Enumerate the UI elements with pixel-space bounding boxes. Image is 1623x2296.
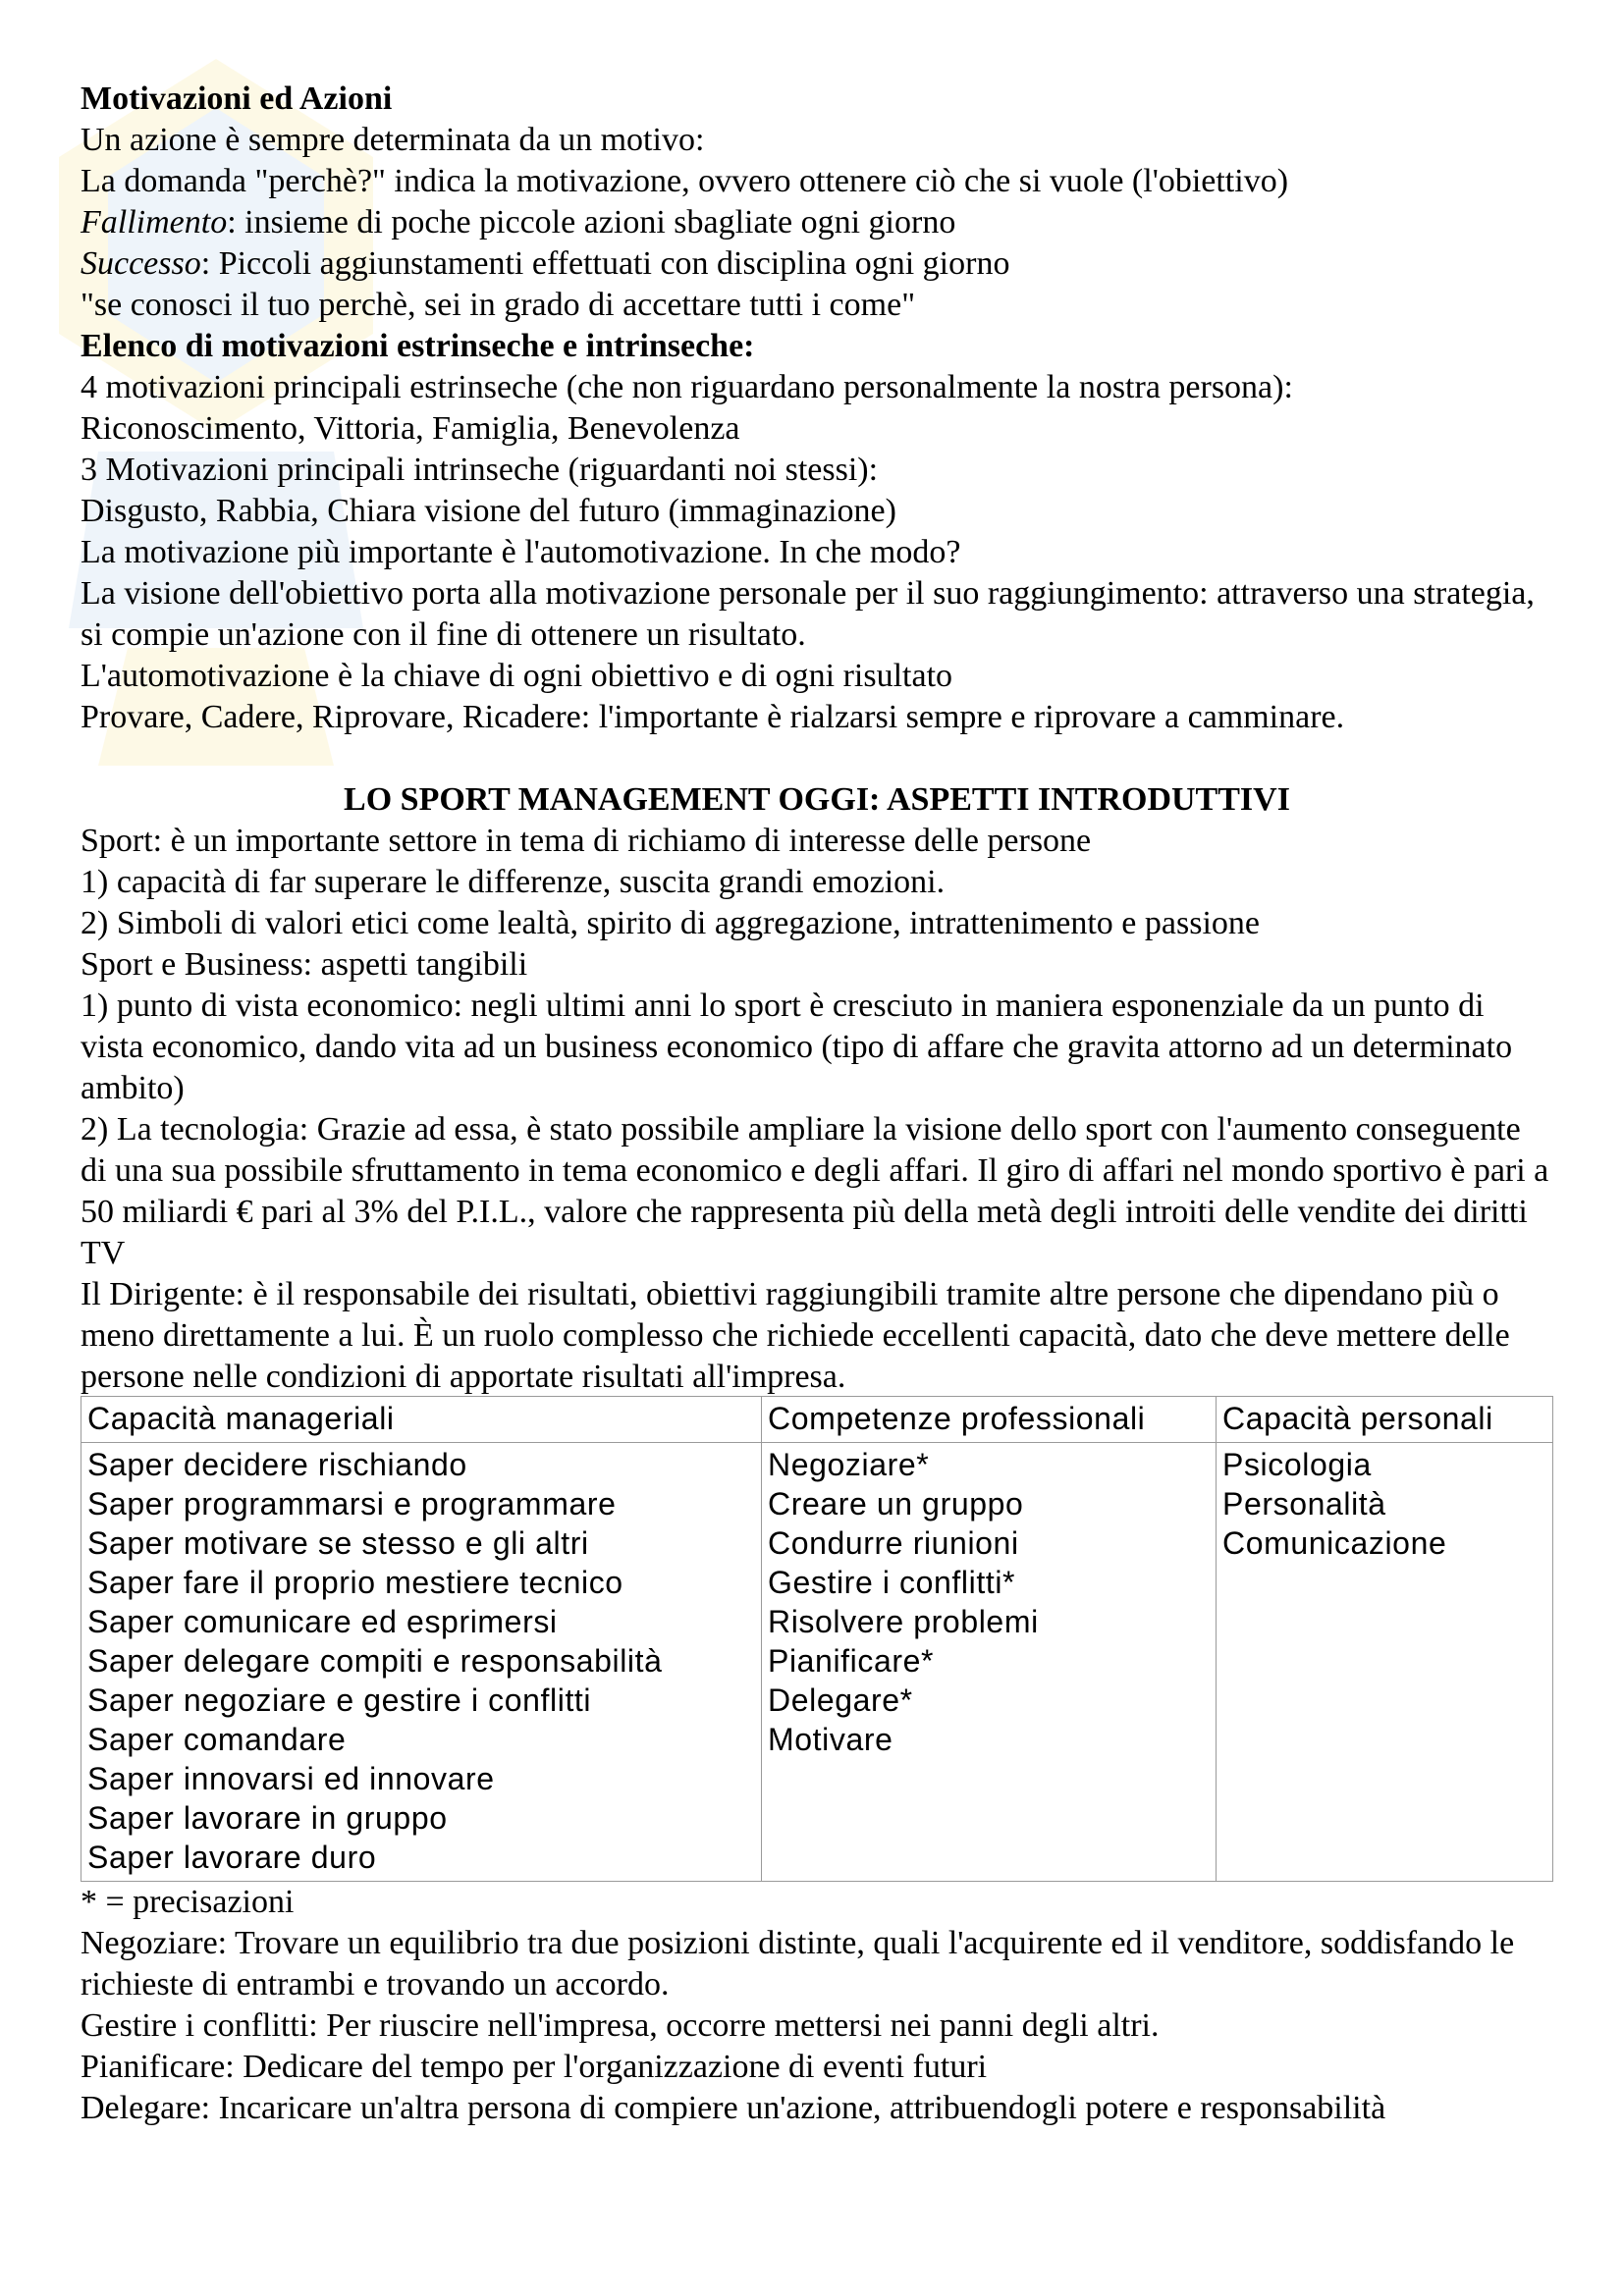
subtitle-motivazioni: Elenco di motivazioni estrinseche e intrinseche: [81,328,755,364]
list-item: Saper comandare [87,1722,347,1757]
capacita-table [81,1396,1553,1882]
text-line: Riconoscimento, Vittoria, Famiglia, Benevolenza [81,410,740,447]
term-successo: Successo [81,245,201,282]
text-line: La domanda "perchè?" indica la motivazione, ovvero ottenere ciò che si vuole (l'obiettivo) [81,163,1289,199]
list-item: Motivare [768,1722,893,1757]
list-item: Condurre riunioni [768,1525,1019,1561]
note-gestire-conflitti: Gestire i conflitti: Per riuscire nell'impresa, occorre mettersi nei panni degli altri. [81,2007,1160,2044]
list-item: Saper fare il proprio mestiere tecnico [87,1565,623,1600]
quote: "se conosci il tuo perchè, sei in grado di accettare tutti i come" [81,287,916,323]
text-line: 4 motivazioni principali estrinseche (che non riguardano personalmente la nostra persona): [81,369,1293,405]
list-item: Psicologia [1222,1447,1372,1482]
list-item: Gestire i conflitti* [768,1565,1016,1600]
list-item: Saper decidere rischiando [87,1447,467,1482]
list-item: Comunicazione [1222,1525,1447,1561]
list-item: Saper comunicare ed esprimersi [87,1604,558,1639]
column-header: Capacità manageriali [81,1397,762,1443]
list-item: Personalità [1222,1486,1386,1522]
list-item: Saper motivare se stesso e gli altri [87,1525,589,1561]
text-paragraph: 1) punto di vista economico: negli ultimi anni lo sport è cresciuto in maniera esponenziale da un punto di vista economico, dando vita ad un business economico (tipo di affare che gravita attorno ad un determinato ambito) [81,988,1513,1106]
legend-precisazioni: * = precisazioni [81,1884,295,1920]
definition-text: : insieme di poche piccole azioni sbagliate ogni giorno [227,204,956,240]
definition-fallimento [81,202,1553,243]
text-line: Sport: è un importante settore in tema di richiamo di interesse delle persone [81,823,1092,859]
text-line: Provare, Cadere, Riprovare, Ricadere: l'importante è rialzarsi sempre e riprovare a camminare. [81,699,1345,735]
column-header: Competenze professionali [762,1397,1217,1443]
column-capacita-personali [1217,1443,1553,1882]
table-header-row [81,1397,1553,1443]
list-item: Risolvere problemi [768,1604,1039,1639]
document-page [81,79,1553,2129]
list-item: Delegare* [768,1682,913,1718]
list-item: Saper delegare compiti e responsabilità [87,1643,663,1679]
text-line: Sport e Business: aspetti tangibili [81,946,528,983]
text-line: 1) capacità di far superare le differenze, suscita grandi emozioni. [81,864,946,900]
text-paragraph: La visione dell'obiettivo porta alla motivazione personale per il suo raggiungimento: attraverso una strategia, si compie un'azione con il fine di ottenere un risultato. [81,575,1535,653]
text-line: 2) Simboli di valori etici come lealtà, spirito di aggregazione, intrattenimento e passione [81,905,1260,941]
list-item: Saper lavorare in gruppo [87,1800,448,1836]
list-item: Pianificare* [768,1643,935,1679]
section-title-sport-management: LO SPORT MANAGEMENT OGGI: ASPETTI INTRODUTTIVI [344,781,1290,818]
text-line: La motivazione più importante è l'automotivazione. In che modo? [81,534,961,570]
list-item: Saper negoziare e gestire i conflitti [87,1682,592,1718]
text-paragraph: Il Dirigente: è il responsabile dei risultati, obiettivi raggiungibili tramite altre persone che dipendano più o meno direttamente a lui. È un ruolo complesso che richiede eccellenti capacità, dato che deve mettere delle persone nelle condizioni di apportate risultati all'impresa. [81,1276,1510,1395]
column-capacita-manageriali [81,1443,762,1882]
note-pianificare: Pianificare: Dedicare del tempo per l'organizzazione di eventi futuri [81,2049,988,2085]
column-competenze-professionali [762,1443,1217,1882]
text-line: Disgusto, Rabbia, Chiara visione del futuro (immaginazione) [81,493,896,529]
text-line: L'automotivazione è la chiave di ogni obiettivo e di ogni risultato [81,658,953,694]
definition-text: : Piccoli aggiunstamenti effettuati con disciplina ogni giorno [200,245,1010,282]
text-line: 3 Motivazioni principali intrinseche (riguardanti noi stessi): [81,452,879,488]
note-delegare: Delegare: Incaricare un'altra persona di compiere un'azione, attribuendogli potere e responsabilità [81,2090,1386,2126]
section-title-motivazioni: Motivazioni ed Azioni [81,80,393,117]
definition-successo [81,243,1553,285]
term-fallimento: Fallimento [81,204,228,240]
text-line: Un azione è sempre determinata da un motivo: [81,122,705,158]
list-item: Saper programmarsi e programmare [87,1486,617,1522]
note-negoziare: Negoziare: Trovare un equilibrio tra due posizioni distinte, quali l'acquirente ed il venditore, soddisfando le richieste di entrambi e trovando un accordo. [81,1925,1515,2002]
text-paragraph: 2) La tecnologia: Grazie ad essa, è stato possibile ampliare la visione dello sport con l'aumento conseguente di una sua possibile sfruttamento in tema economico e degli affari. Il giro di affari nel mondo sportivo è pari a 50 miliardi € pari al 3% del P.I.L., valore che rappresenta più della metà degli introiti delle vendite dei diritti TV [81,1111,1549,1271]
list-item: Negoziare* [768,1447,930,1482]
list-item: Creare un gruppo [768,1486,1024,1522]
column-header: Capacità personali [1217,1397,1553,1443]
list-item: Saper innovarsi ed innovare [87,1761,495,1796]
list-item: Saper lavorare duro [87,1840,377,1875]
table-row [81,1443,1553,1882]
